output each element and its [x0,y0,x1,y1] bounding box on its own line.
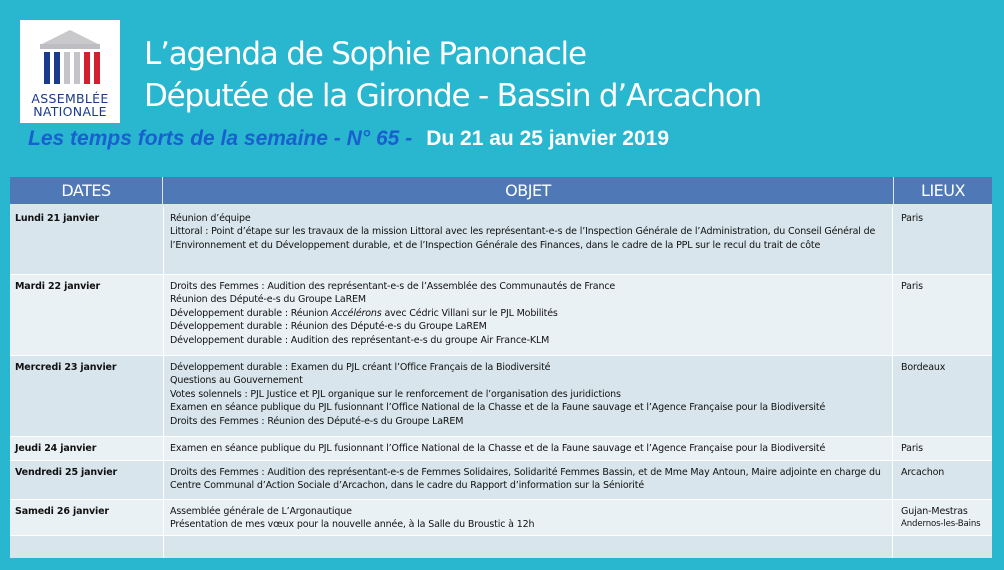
agenda-item: Développement durable : Audition des représentant-e-s du groupe Air France-KLM [170,334,550,346]
week-banner-label: Les temps forts de la semaine - N° 65 - [28,127,413,150]
row-objet-empty [163,536,893,558]
row-date: Samedi 26 janvier [15,506,109,517]
assemblee-nationale-logo [20,20,120,123]
table-row-empty [10,536,992,558]
week-banner [28,127,669,151]
row-objet [163,275,893,355]
column-header-dates: DATES [10,177,162,204]
logo-text-assemblee: ASSEMBLÉE [31,91,109,106]
row-lieu: Paris [901,281,923,292]
lieu-item: Andernos-les-Bains [901,519,981,530]
row-date: Mercredi 23 janvier [15,362,117,373]
row-date: Mardi 22 janvier [15,281,101,292]
row-objet [163,437,893,460]
row-date: Lundi 21 janvier [15,213,100,224]
table-row [10,207,992,274]
row-objet [163,500,893,535]
assemblee-building-icon [32,26,108,88]
agenda-item: Droits des Femmes : Audition des représentant-e-s de Femmes Solidaires, Solidarité Femmes Bassin, et de Mme May Antoun, Maire adjointe en charge du Centre Communal d’Action Sociale d’Arcachon, dans le cadre du Rapport d’information sur la Séniorité [170,467,881,492]
agenda-item: Examen en séance publique du PJL fusionnant l’Office National de la Chasse et de la Faune sauvage et l’Agence Française pour la Biodiversité [170,443,826,454]
table-row [10,437,992,460]
agenda-item: Développement durable : Examen du PJL créant l’Office Français de la Biodiversité [170,362,551,373]
row-date: Vendredi 25 janvier [15,467,118,478]
agenda-item: Présentation de mes vœux pour la nouvelle année, à la Salle du Broustic à 12h [170,519,535,531]
row-objet [163,461,893,499]
column-header-objet: OBJET [163,177,893,204]
row-objet [163,207,893,274]
table-row [10,461,992,499]
row-lieu: Bordeaux [901,362,946,373]
week-banner-dates: Du 21 au 25 janvier 2019 [426,127,670,150]
row-objet [163,356,893,436]
agenda-table [10,177,992,558]
row-lieu: Arcachon [901,467,945,478]
row-date: Jeudi 24 janvier [15,443,97,454]
row-lieu: Paris [901,213,923,224]
row-lieu [894,500,992,535]
agenda-item: Examen en séance publique du PJL fusionnant l’Office National de la Chasse et de la Faune sauvage et l’Agence Française pour la Biodiversité [170,402,826,414]
agenda-item: Développement durable : Réunion des Député-e-s du Groupe LaREM [170,321,487,333]
agenda-item: Réunion des Député-e-s du Groupe LaREM [170,294,366,306]
agenda-item: Droits des Femmes : Audition des représentant-e-s de l’Assemblée des Communautés de France [170,281,616,292]
agenda-item: Littoral : Point d’étape sur les travaux de la mission Littoral avec les représentant-e-s de l’Inspection Générale de l’Administration, du Conseil Général de l’Environnement et du Développement durable, et de l’Inspection Générale des Finances, dans le cadre de la PPL sur le recul du trait de côte [170,226,876,251]
agenda-item: Votes solennels : PJL Justice et PJL organique sur le renforcement de l’organisation des juridictions [170,388,621,400]
page-subtitle: Députée de la Gironde - Bassin d’Arcachon [144,78,762,114]
agenda-item: Droits des Femmes : Réunion des Député-e-s du Groupe LaREM [170,415,464,427]
logo-text-nationale: NATIONALE [33,104,107,119]
lieu-item: Gujan-Mestras [901,506,968,517]
column-header-lieux: LIEUX [894,177,992,204]
agenda-item: Développement durable : Réunion Accélérons avec Cédric Villani sur le PJL Mobilités [170,307,558,319]
table-row [10,356,992,436]
table-row [10,500,992,535]
agenda-item: Réunion d’équipe [170,213,251,224]
agenda-item: Questions au Gouvernement [170,375,303,387]
agenda-item: Assemblée générale de L’Argonautique [170,506,352,517]
page-title: L’agenda de Sophie Panonacle [144,36,586,72]
table-row [10,275,992,355]
row-lieu: Paris [901,443,923,454]
